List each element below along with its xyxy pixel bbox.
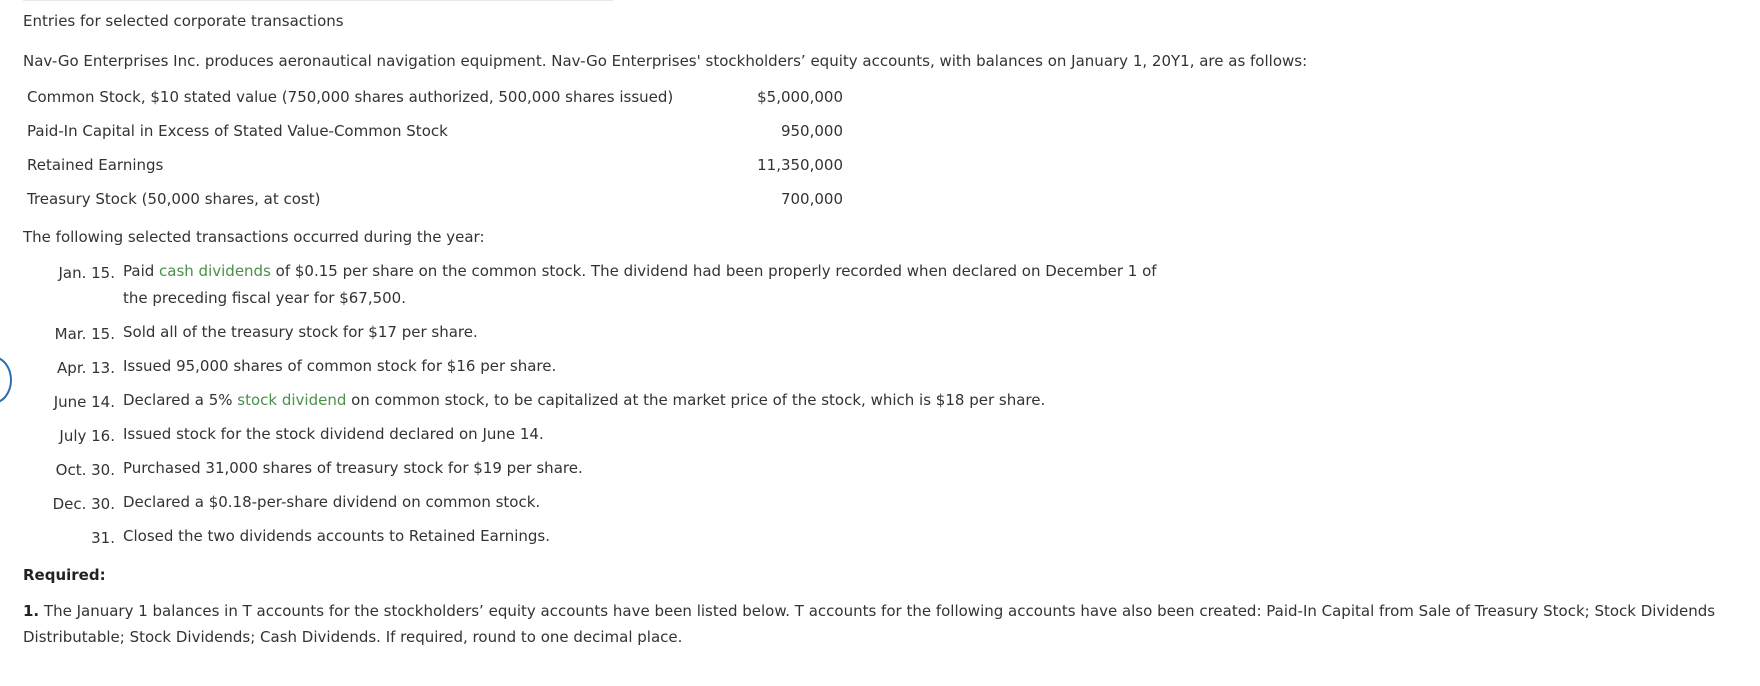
- balance-amount: 11,350,000: [757, 156, 843, 174]
- transaction-text-post: of $0.15 per share on the common stock. The dividend had been properly recorded when declared on December 1 of the preceding fiscal year for $67,500.: [123, 262, 1157, 307]
- problem-title: Entries for selected corporate transactions: [23, 12, 344, 30]
- balance-row: [27, 88, 843, 122]
- balance-row: [27, 156, 843, 190]
- requirement-text: The January 1 balances in T accounts for the stockholders’ equity accounts have been listed below. T accounts for the following accounts have also been created: Paid-In Capital from Sale of Treasury Stock; Stock Dividends Distributable; Stock Dividends; Cash Dividends. If required, round to one decimal place.: [23, 602, 1716, 646]
- transaction-item: [23, 529, 1743, 563]
- transaction-item: [23, 264, 1743, 325]
- transaction-date: Oct. 30.: [55, 461, 115, 479]
- transaction-text-pre: Declared a 5%: [123, 391, 238, 409]
- stock-dividend-link[interactable]: stock dividend: [237, 391, 347, 409]
- transaction-date: June 14.: [53, 393, 115, 411]
- side-circle-handle[interactable]: [0, 356, 12, 404]
- transaction-text: [123, 387, 1743, 414]
- requirement-number: 1.: [23, 602, 40, 620]
- transaction-date: Dec. 30.: [52, 495, 115, 513]
- balance-amount: 700,000: [780, 190, 843, 208]
- requirement-1: [23, 598, 1743, 650]
- balance-amount: 950,000: [780, 122, 843, 140]
- transactions-list: [23, 264, 1743, 563]
- transaction-text: Sold all of the treasury stock for $17 per share.: [123, 323, 478, 341]
- balance-label: Retained Earnings: [27, 156, 164, 174]
- transaction-text: Issued 95,000 shares of common stock for $16 per share.: [123, 357, 557, 375]
- balance-label: Common Stock, $10 stated value (750,000 shares authorized, 500,000 shares issued): [27, 88, 674, 106]
- transaction-text: [123, 258, 1173, 312]
- transaction-text: Issued stock for the stock dividend declared on June 14.: [123, 425, 544, 443]
- balance-row: [27, 122, 843, 156]
- required-heading: Required:: [23, 566, 106, 584]
- transaction-date: 31.: [91, 529, 115, 547]
- transaction-text: Declared a $0.18-per-share dividend on common stock.: [123, 493, 541, 511]
- cash-dividends-link[interactable]: cash dividends: [159, 262, 271, 280]
- balance-amount: $5,000,000: [757, 88, 843, 106]
- balance-label: Treasury Stock (50,000 shares, at cost): [27, 190, 321, 208]
- transaction-text: Purchased 31,000 shares of treasury stock for $19 per share.: [123, 459, 583, 477]
- transaction-text-post: on common stock, to be capitalized at the market price of the stock, which is $18 per share.: [346, 391, 1046, 409]
- transaction-date: July 16.: [59, 427, 115, 445]
- transaction-date: Jan. 15.: [58, 264, 115, 282]
- balance-label: Paid-In Capital in Excess of Stated Value-Common Stock: [27, 122, 448, 140]
- transaction-date: Mar. 15.: [54, 325, 115, 343]
- transactions-intro: The following selected transactions occurred during the year:: [23, 228, 485, 246]
- intro-paragraph: Nav-Go Enterprises Inc. produces aeronautical navigation equipment. Nav-Go Enterprises' stockholders’ equity accounts, with balances on January 1, 20Y1, are as follows:: [23, 52, 1308, 70]
- balance-row: [27, 190, 843, 224]
- top-divider: [23, 0, 613, 1]
- balances-table: [27, 88, 843, 224]
- transaction-text: Closed the two dividends accounts to Retained Earnings.: [123, 527, 550, 545]
- transaction-date: Apr. 13.: [57, 359, 115, 377]
- transaction-text-pre: Paid: [123, 262, 160, 280]
